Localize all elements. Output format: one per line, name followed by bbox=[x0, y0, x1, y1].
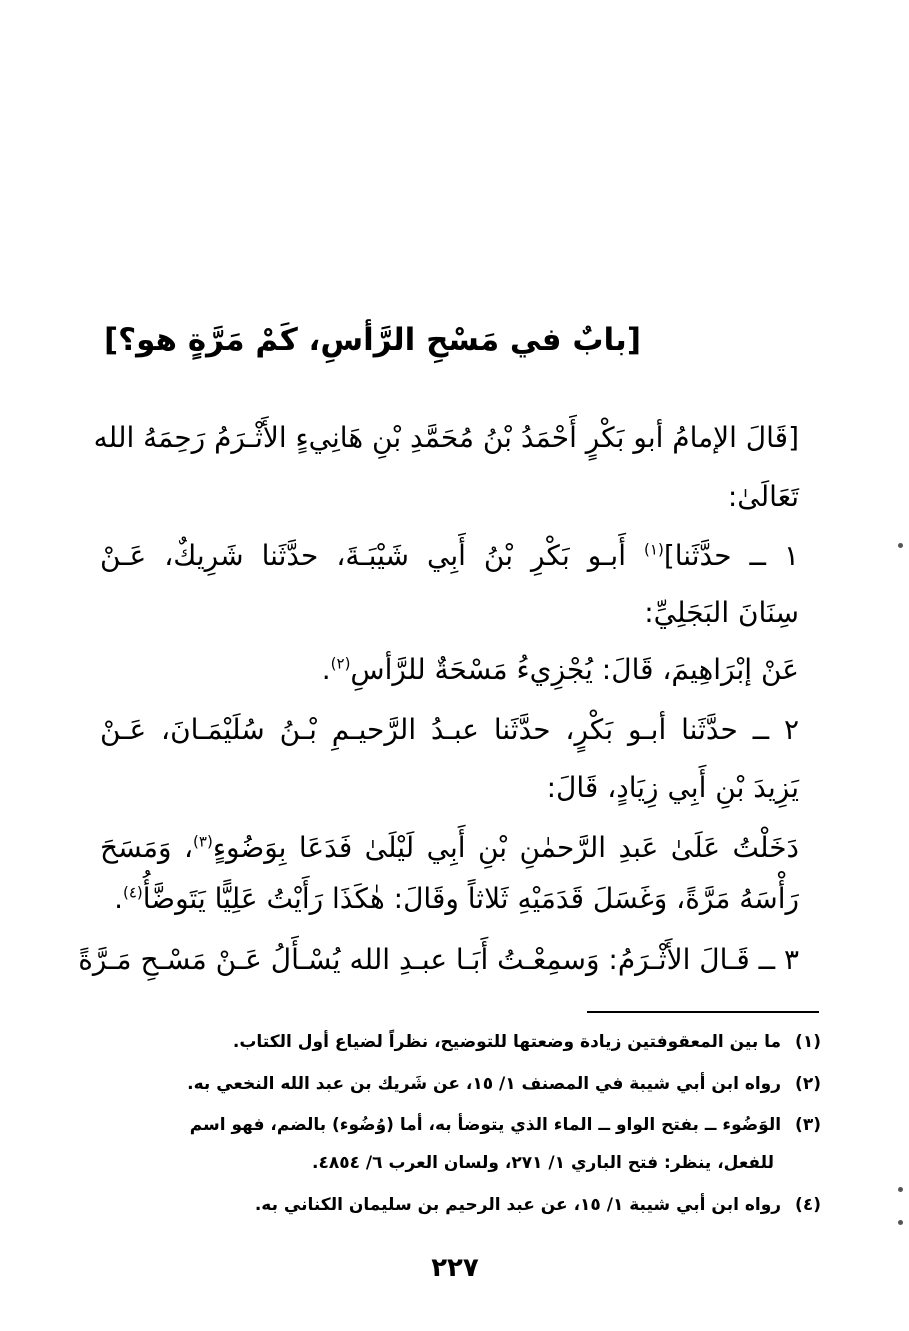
footnote-ref-3: (٣) bbox=[193, 832, 213, 851]
hadith-2-line-4 bbox=[114, 880, 799, 918]
chapter-heading: [بابٌ في مَسْحِ الرَّأسِ، كَمْ مَرَّةٍ هو؟] bbox=[103, 322, 641, 358]
footnote-ref-1: (١) bbox=[644, 540, 664, 559]
footnote-text: رواه ابن أبي شيبة ١/ ١٥، عن عبد الرحيم بن سليمان الكناني به. bbox=[254, 1195, 782, 1215]
hadith-1-line-2: سِنَانَ البَجَلِيِّ: bbox=[644, 596, 799, 629]
footnote-text: رواه ابن أبي شيبة في المصنف ١/ ١٥، عن شَريك بن عبد الله النخعي به. bbox=[187, 1074, 782, 1094]
hadith-1-text: . bbox=[321, 653, 331, 686]
footnote-4 bbox=[255, 1192, 821, 1218]
footnote-1 bbox=[233, 1029, 821, 1055]
intro-line-2: تَعَالَىٰ: bbox=[727, 480, 799, 513]
hadith-2-text: ، وَمَسَحَ bbox=[100, 831, 194, 864]
footnote-number: (٢) bbox=[795, 1074, 821, 1094]
hadith-1-text: أَبـو بَكْرِ بْنُ أَبِي شَيْبَـةَ، حدَّثَنا شَرِيكٌ، عَـنْ bbox=[100, 539, 645, 572]
intro-line-1: [قَالَ الإمامُ أبو بَكْرٍ أَحْمَدُ بْنُ مُحَمَّدِ بْنِ هَانِيءٍ الأَثْـرَمُ رَحِمَهُ الله bbox=[93, 421, 799, 454]
margin-dot bbox=[898, 1187, 903, 1192]
hadith-2-line-3 bbox=[100, 829, 799, 867]
hadith-2-text: . bbox=[114, 882, 123, 915]
footnote-ref-2: (٢) bbox=[330, 654, 351, 673]
hadith-1-text: ١ ــ حدَّثَنا] bbox=[663, 539, 799, 572]
hadith-2-line-2: يَزِيدَ بْنِ أَبِي زِيَادٍ، قَالَ: bbox=[546, 771, 799, 804]
hadith-2-text: رَأْسَهُ مَرَّةً، وَغَسَلَ قَدَمَيْهِ ثَلاثاً وقَالَ: هٰكَذَا رَأَيْتُ عَلِيًّا يَتَوضَّأُ bbox=[142, 882, 799, 915]
hadith-3-line-1: ٣ ــ قَـالَ الأَثْـرَمُ: وَسمِعْـتُ أَبَـا عبـدِ الله يُسْـأَلُ عَـنْ مَسْـحِ مَـرَّةً bbox=[78, 943, 799, 976]
page-number: ٢٢٧ bbox=[431, 1253, 479, 1283]
hadith-2-text: دَخَلْتُ عَلَىٰ عَبدِ الرَّحمٰنِ بْنِ أَبِي لَيْلَىٰ فَدَعَا بِوَضُوءٍ bbox=[212, 831, 799, 864]
hadith-1-line-3 bbox=[322, 651, 799, 689]
footnote-text: ما بين المعقوفتين زيادة وضعتها للتوضيح، نظراً لضياع أول الكتاب. bbox=[232, 1032, 782, 1052]
footnote-number: (١) bbox=[795, 1032, 821, 1052]
footnote-separator bbox=[587, 1011, 819, 1013]
footnote-number: (٤) bbox=[795, 1195, 821, 1215]
footnote-3-continued bbox=[312, 1150, 774, 1176]
hadith-1-line-1 bbox=[100, 537, 799, 575]
margin-dot bbox=[898, 1220, 903, 1225]
footnote-text: للفعل، ينظر: فتح الباري ١/ ٢٧١، ولسان العرب ٦/ ٤٨٥٤. bbox=[312, 1153, 774, 1173]
hadith-2-line-1: ٢ ــ حدَّثَنا أبـو بَكْرٍ، حدَّثَنا عبـدُ الرَّحيـمِ بْـنُ سُلَيْمَـانَ، عَـنْ bbox=[100, 713, 799, 746]
footnote-text: الوَضُوء ــ بفتح الواو ــ الماء الذي يتوضأ به، أما (وُضُوء) بالضم، فهو اسم bbox=[189, 1115, 782, 1135]
footnote-3 bbox=[190, 1112, 821, 1138]
footnote-number: (٣) bbox=[795, 1115, 821, 1135]
hadith-1-text: عَنْ إبْرَاهِيمَ، قَالَ: يُجْزِيءُ مَسْحَةٌ للرَّأسِ bbox=[350, 653, 799, 686]
footnote-ref-4: (٤) bbox=[122, 883, 143, 902]
margin-dot bbox=[898, 543, 903, 548]
footnote-2 bbox=[187, 1071, 821, 1097]
